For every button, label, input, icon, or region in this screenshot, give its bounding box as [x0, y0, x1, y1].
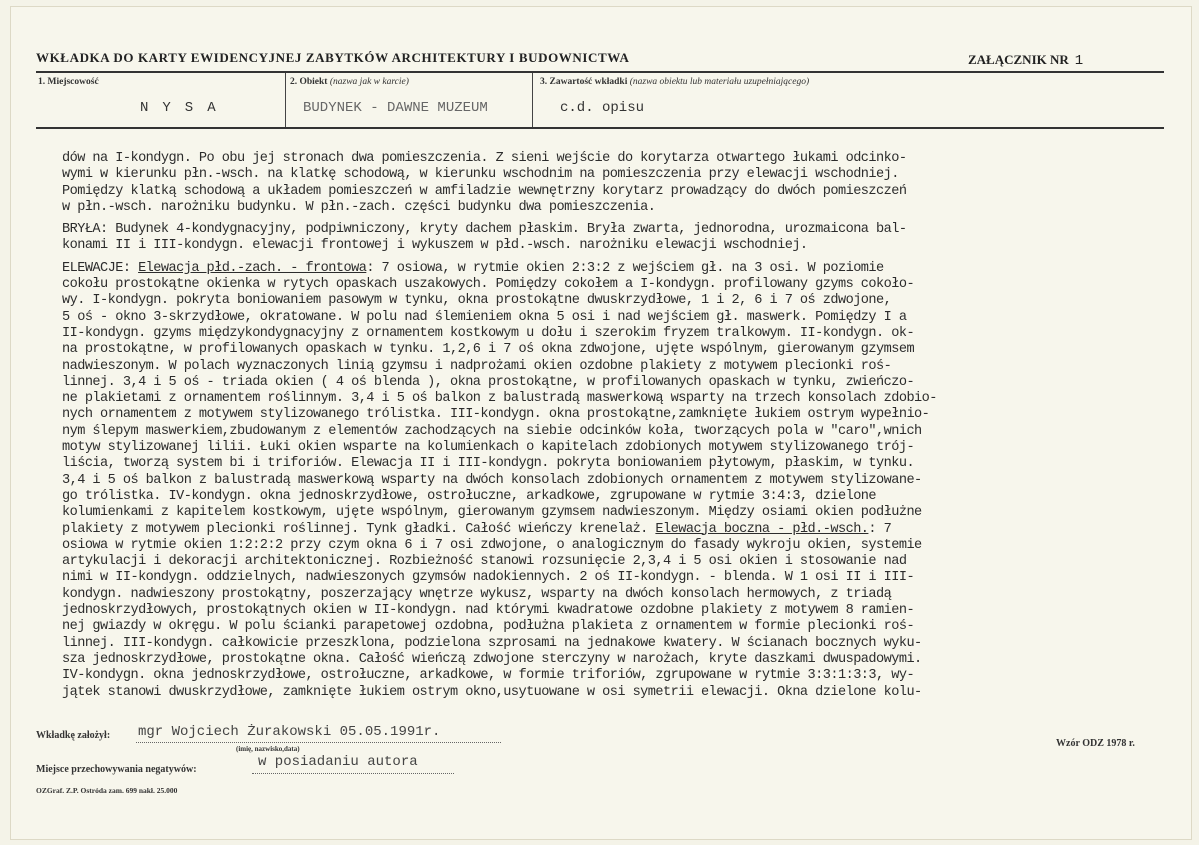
storage-dotline [252, 773, 454, 774]
front-elevation-heading: Elewacja płd.-zach. - frontowa [138, 260, 367, 276]
content-value: c.d. opisu [560, 100, 645, 116]
form-pattern: Wzór ODZ 1978 r. [1056, 738, 1135, 749]
storage-value: w posiadaniu autora [258, 754, 418, 770]
printer-imprint: OZGraf. Z.P. Ostróda zam. 699 nakł. 25.000 [36, 786, 178, 795]
storage-label: Miejsce przechowywania negatywów: [36, 764, 197, 775]
place-value: NYSA [140, 100, 230, 116]
header-rule-top [36, 71, 1164, 73]
annex-label [968, 52, 1083, 69]
description-body [62, 151, 1172, 707]
author-dotline [136, 742, 501, 743]
content-label [540, 77, 809, 87]
paragraph-interior: dów na I-kondygn. Po obu jej stronach dwa pomieszczenia. Z sieni wejście do korytarza otwartego łukami odcinko- wymi w kierunku płn.-wsch. na klatkę schodową, w kierunku wschodnim na pomieszczenia przy elewacji wschodniej. Pomiędzy klatką schodową a układem pomieszczeń w amfiladzie wewnętrzny korytarz prowadzący do dwóch pomieszczeń w płn.-wsch. narożniku budynku. W płn.-zach. części budynku dwa pomieszczenia. [62, 151, 907, 215]
side-elevation-heading: Elewacja boczna - płd.-wsch. [655, 521, 869, 537]
paragraph-elevations [62, 261, 1172, 701]
front-elevation-text: : 7 osiowa, w rytmie okien 2:3:2 z wejściem gł. na 3 osi. W poziomie cokołu prostokątne okienka w rytych opaskach uszakowych. Pomiędzy cokołem a I-kondygn. profilowany gzyms cokoło- wy. I-kondygn. pokryta boniowaniem pasowym w tynku, okna prostokątne dwuskrzydłowe, 1 i 2, 6 i 7 oś zdwojone, 5 oś - okno 3-skrzydłowe, okratowane. W polu nad ślemieniem okna 5 osi i nad wejściem gł. maswerk. Pomiędzy I a II-kondygn. gzyms międzykondygnacyjny z ornamentem kostkowym u dołu i szerokim fryzem tralkowym. II-kondygn. ok- na prostokątne, w profilowanych opaskach w tynku. 1,2,6 i 7 oś okna zdwojone, ujęte wspólnym, gierowanym gzymsem nadwieszonym. W polach wyznaczonych linią gzymsu i nadprożami okien ozdobne plakiety z motywem plecionki roś- linnej. 3,4 i 5 oś - triada okien ( 4 oś blenda ), okna prostokątne, w profilowanych opaskach w tynku, zwieńczo- ne plakietami z ornamentem roślinnym. 3,4 i 5 oś balkon z balustradą maswerkową wsparty na trzech konsolach zdobio- nych ornamentem z motywem stylizowanego trólistka. III-kondygn. okna prostokątne,zamknięte łukiem ostrym wypełnio- nym ślepym maswerkiem,zbudowanym z elementów zachodzących na siebie odcinków koła, tworzących pola w "caro",wnich motyw stylizowanej lilii. Łuki okien wsparte na kolumienkach o kapitelach zdobionych motywem stylizowanego trój- liścia, tworzą system bi i triforiów. Elewacja II i III-kondygn. pokryta boniowaniem płytowym, płaskim, w tynku. 3,4 i 5 oś balkon z balustradą maswerkową wsparty na dwóch konsolach zdobionych ornamentem z motywem stylizowane- go trólistka. IV-kondygn. okna jednoskrzydłowe, ostrołuczne, arkadkowe, zgrupowane w rytmie 3:4:3, dzielone kolumienkami z kapitelem kostkowym, ujęte wspólnym, gierowanym gzymsem nadwieszonym. Między osiami okien podłużne plakiety z motywem plecionki roślinnej. Tynk gładki. Całość wieńczy krenelaż. [62, 260, 937, 537]
author-value: mgr Wojciech Żurakowski 05.05.1991r. [138, 724, 441, 740]
object-label-text: 2. Obiekt [290, 77, 328, 87]
author-label: Wkładkę założył: [36, 730, 111, 741]
annex-label-text: ZAŁĄCZNIK NR [968, 52, 1069, 67]
object-label-note: (nazwa jak w karcie) [329, 77, 409, 87]
paragraph-massing: BRYŁA: Budynek 4-kondygnacyjny, podpiwniczony, kryty dachem płaskim. Bryła zwarta, jednorodna, urozmaicona bal- konami II i III-kondygn. elewacji frontowej i wykuszem w płd.-wsch. narożniku elewacji wschodniej. [62, 222, 907, 254]
form-title: WKŁADKA DO KARTY EWIDENCYJNEJ ZABYTKÓW ARCHITEKTURY I BUDOWNICTWA [36, 50, 630, 65]
object-value: BUDYNEK - DAWNE MUZEUM [303, 100, 488, 116]
object-label [290, 77, 409, 87]
content-label-text: 3. Zawartość wkładki [540, 77, 628, 87]
annex-number: 1 [1074, 53, 1084, 69]
side-elevation-text: : 7 osiowa w rytmie okien 1:2:2:2 przy czym okna 6 i 7 osi zdwojone, o analogicznym do fasady wykroju okien, systemie artykulacji i dekoracji architektonicznej. Rozbieżność stanowi rozsunięcie 2,3,4 i 5 osi okien i stosowanie nad nimi w II-kondygn. oddzielnych, nadwieszonych gzymsów nadokiennych. 2 oś II-kondygn. - blenda. W 1 osi II i III- kondygn. nadwieszony prostokątny, poszerzający wnętrze wykusz, wsparty na dwóch konsolach hermowych, z triadą jednoskrzydłowych, prostokątnych okien w II-kondygn. nad którymi kwadratowe ozdobne plakiety z motywem 8 ramien- nej gwiazdy w okręgu. W polu ścianki parapetowej ozdobna, podłużna plakieta z ornamentem w formie plecionki roś- linnej. III-kondygn. całkowicie przeszklona, podzielona szprosami na jednakowe kwatery. W ścianach bocznych wyku- sza jednoskrzydłowe, prostokątne okna. Całość wieńczą zdwojone sterczyny w narożach, kryte daszkami dwuspadowymi. IV-kondygn. okna jednoskrzydłowe, ostrołuczne, arkadkowe, w formie triforiów, zgrupowane w rytmie 3:3:1:3:3, wy- jątek stanowi dwuskrzydłowe, zamknięte łukiem ostrym okno,usytuowane w osi symetrii elewacji. Okna dzielone kolu- [62, 521, 922, 700]
elevations-heading: ELEWACJE: [62, 260, 139, 276]
content-label-note: (nazwa obiektu lub materiału uzupełniającego) [629, 77, 810, 87]
author-note: (imię, nazwisko,data) [236, 745, 300, 753]
header-rule-bottom [36, 127, 1164, 129]
field-divider-1 [285, 73, 286, 127]
place-label: 1. Miejscowość [38, 77, 99, 87]
field-divider-2 [532, 73, 533, 127]
